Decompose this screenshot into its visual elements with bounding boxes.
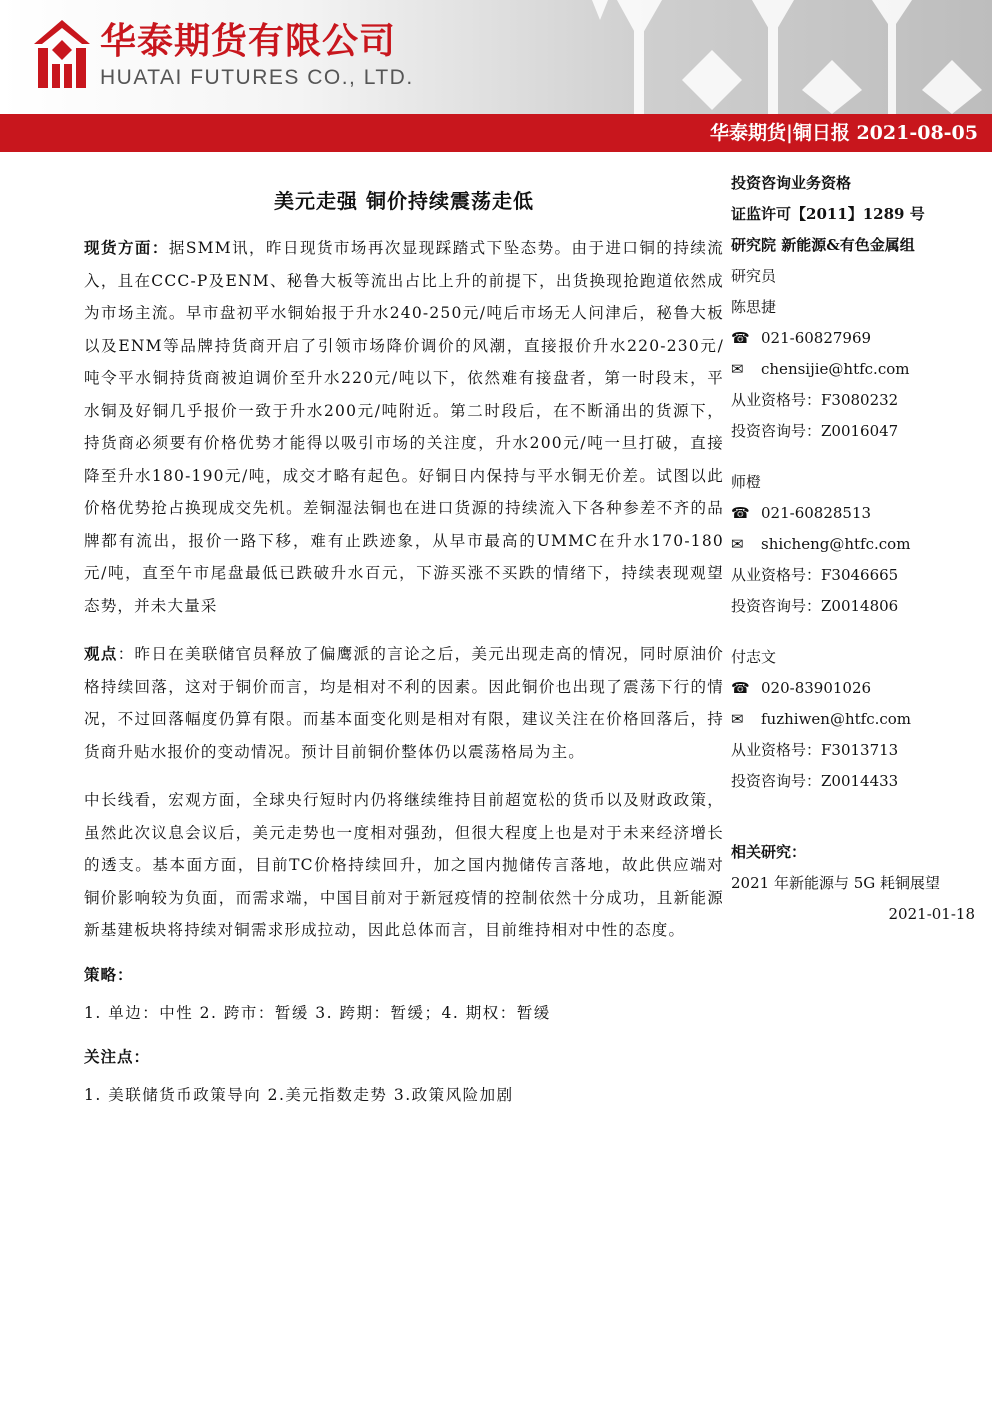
report-banner [0, 114, 992, 152]
related-date: 2021-01-18 [888, 905, 975, 923]
strategy-heading: 策略： [84, 964, 134, 984]
report-title: 美元走强 铜价持续震荡走低 [274, 189, 534, 213]
researcher-name: 师橙 [731, 473, 762, 491]
researcher-cert: 从业资格号：F3013713 [731, 741, 899, 759]
sidebar [731, 168, 981, 930]
researcher-cert: 投资咨询号：Z0014806 [731, 597, 899, 615]
view-text: ：昨日在美联储官员释放了偏鹰派的言论之后，美元出现走高的情况，同时原油价格持续回落，这对于铜价而言，均是相对不利的因素。因此铜价也出现了震荡下行的情况，不过回落幅度仍算有限。而基本面变化则是相对有限，建议关注在价格回落后，持货商升贴水报价的变动情况。预计目前铜价整体仍以震荡格局为主。 [84, 645, 725, 761]
qualification-line-2: 证监许可【2011】1289 号 [731, 205, 925, 223]
researcher-name: 陈思捷 [731, 298, 777, 316]
researcher-cert: 投资咨询号：Z0016047 [731, 422, 899, 440]
spot-paragraph [84, 232, 724, 622]
phone-icon: ☎ [731, 679, 750, 697]
company-name-en: HUATAI FUTURES CO., LTD. [100, 66, 414, 89]
page-header [0, 0, 992, 114]
related-heading: 相关研究： [731, 843, 807, 861]
researcher-email[interactable]: ✉ shicheng@htfc.com [731, 529, 981, 560]
envelope-icon: ✉ [731, 360, 744, 378]
researcher-email[interactable]: ✉ chensijie@htfc.com [731, 354, 981, 385]
header-decoration [572, 0, 992, 114]
researcher-name: 付志文 [731, 648, 777, 666]
researcher-cert: 从业资格号：F3046665 [731, 566, 899, 584]
focus-list: 1. 美联储货币政策导向 2.美元指数走势 3.政策风险加剧 [84, 1085, 514, 1104]
view-paragraph [84, 638, 724, 768]
researcher-phone: ☎ 020-83901026 [731, 673, 981, 704]
company-logo-icon [34, 20, 90, 90]
related-title[interactable]: 2021 年新能源与 5G 耗铜展望 [731, 874, 941, 892]
company-name-cn: 华泰期货有限公司 [100, 21, 397, 62]
role-label: 研究员 [731, 267, 777, 285]
report-banner-text: 华泰期货|铜日报 2021-08-05 [709, 122, 978, 144]
spot-text: 据SMM讯，昨日现货市场再次显现踩踏式下坠态势。由于进口铜的持续流入，且在CCC-P及ENM、秘鲁大板等流出占比上升的前提下，出货换现抢跑道依然成为市场主流。早市盘初平水铜始报于升水240-250元/吨后市场无人问津后，秘鲁大板以及ENM等品牌持货商开启了引领市场降价调价的风潮，直接报价升水220-230元/吨令平水铜持货商被迫调价至升水220元/吨以下，依然难有接盘者，第一时段末，平水铜及好铜几乎报价一致于升水200元/吨附近。第二时段后，在不断涌出的货源下，持货商必须要有价格优势才能得以吸引市场的关注度，升水200元/吨一旦打破，直接降至升水180-190元/吨，成交才略有起色。好铜日内保持与平水铜无价差。试图以此价格优势抢占换现成交先机。差铜湿法铜也在进口货源的持续流入下各种参差不齐的品牌都有流出，报价一路下移，难有止跌迹象，从早市最高的UMMC在升水170-180元/吨，直至午市尾盘最低已跌破升水百元，下游买涨不买跌的情绪下，持续表现观望态势，并未大量采 [84, 239, 724, 615]
envelope-icon: ✉ [731, 710, 744, 728]
long-term-paragraph: 中长线看，宏观方面，全球央行短时内仍将继续维持目前超宽松的货币以及财政政策，虽然此次议息会议后，美元走势也一度相对强劲，但很大程度上也是对于未来经济增长的透支。基本面方面，目前TC价格持续回升，加之国内抛储传言落地，故此供应端对铜价影响较为负面，而需求端，中国目前对于新冠疫情的控制依然十分成功，且新能源新基建板块将持续对铜需求形成拉动，因此总体而言，目前维持相对中性的态度。 [84, 791, 724, 939]
spot-label: 现货方面： [84, 238, 169, 257]
researcher-phone: ☎ 021-60828513 [731, 498, 981, 529]
envelope-icon: ✉ [731, 535, 744, 553]
strategy-list: 1. 单边：中性 2. 跨市：暂缓 3. 跨期：暂缓；4. 期权：暂缓 [84, 1003, 551, 1022]
view-label: 观点 [84, 644, 118, 663]
researcher-cert: 从业资格号：F3080232 [731, 391, 899, 409]
phone-icon: ☎ [731, 504, 750, 522]
researcher-phone: ☎ 021-60827969 [731, 323, 981, 354]
main-content [84, 175, 724, 1127]
researcher-email[interactable]: ✉ fuzhiwen@htfc.com [731, 704, 981, 735]
qualification-line-1: 投资咨询业务资格 [731, 174, 852, 192]
focus-heading: 关注点： [84, 1046, 151, 1066]
researcher-cert: 投资咨询号：Z0014433 [731, 772, 899, 790]
phone-icon: ☎ [731, 329, 750, 347]
department: 研究院 新能源&有色金属组 [731, 236, 915, 254]
